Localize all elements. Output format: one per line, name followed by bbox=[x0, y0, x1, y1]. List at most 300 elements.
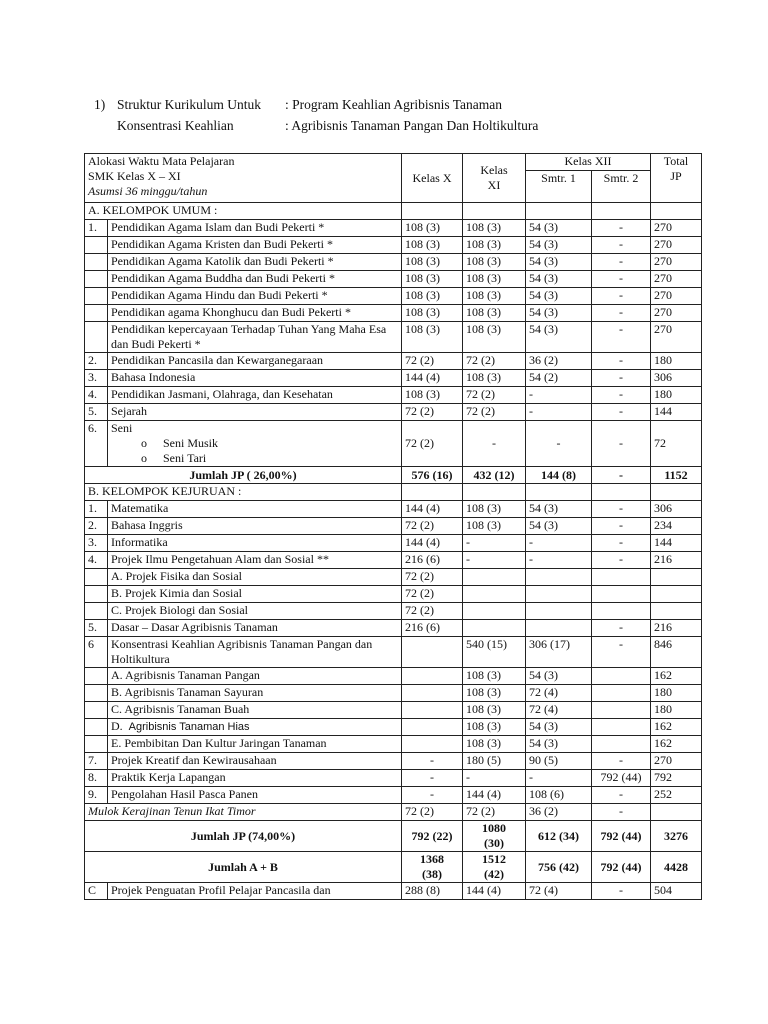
empty-cell bbox=[651, 586, 702, 603]
row-number bbox=[85, 254, 108, 271]
value-s2: 792 (44) bbox=[592, 770, 651, 787]
sub-prefix: D. bbox=[111, 719, 123, 733]
subject-name: Projek Penguatan Profil Pelajar Pancasila dan bbox=[108, 883, 402, 900]
header-smtr1: Smtr. 1 bbox=[526, 171, 592, 203]
value-s1: - bbox=[526, 535, 592, 552]
value-s1: 54 (3) bbox=[526, 668, 592, 685]
header-kelas-x: Kelas X bbox=[402, 154, 463, 203]
empty-cell bbox=[592, 484, 651, 501]
value-xi: 72 (2) bbox=[463, 387, 526, 404]
empty-cell bbox=[651, 569, 702, 586]
sub-row bbox=[85, 603, 702, 620]
sum-s1: 756 (42) bbox=[526, 852, 592, 883]
empty-cell bbox=[592, 203, 651, 220]
value-x: 108 (3) bbox=[402, 237, 463, 254]
subject-name: Pendidikan Agama Kristen dan Budi Pekerti * bbox=[108, 237, 402, 254]
value-xi: 108 (3) bbox=[463, 518, 526, 535]
header-smtr2: Smtr. 2 bbox=[592, 171, 651, 203]
row-number: 4. bbox=[85, 387, 108, 404]
sub-name: A. Agribisnis Tanaman Pangan bbox=[108, 668, 402, 685]
value-x: 108 (3) bbox=[402, 254, 463, 271]
empty-cell bbox=[651, 603, 702, 620]
heading-number: 1) bbox=[94, 97, 106, 112]
subject-name: Pendidikan Pancasila dan Kewarganegaraan bbox=[108, 353, 402, 370]
value-s1: 54 (3) bbox=[526, 719, 592, 736]
heading-label-1: Struktur Kurikulum Untuk bbox=[117, 97, 261, 112]
seni-label: Seni bbox=[111, 421, 133, 435]
value-total: 270 bbox=[651, 322, 702, 353]
sub-name: C. Agribisnis Tanaman Buah bbox=[108, 702, 402, 719]
empty-cell bbox=[402, 484, 463, 501]
sum-x bbox=[402, 852, 463, 883]
value-xi: 72 (2) bbox=[463, 804, 526, 821]
subject-row bbox=[85, 637, 702, 668]
value-xi: - bbox=[463, 552, 526, 569]
group-a-title bbox=[85, 203, 702, 220]
value-total: 504 bbox=[651, 883, 702, 900]
header-kelas-xi-2: XI bbox=[487, 178, 501, 192]
empty-cell bbox=[592, 586, 651, 603]
value-s1: 54 (3) bbox=[526, 518, 592, 535]
sum-x-1: 1368 bbox=[420, 852, 444, 866]
sub-row bbox=[85, 586, 702, 603]
sum-total: 4428 bbox=[651, 852, 702, 883]
subject-row bbox=[85, 620, 702, 637]
value-x: 144 (4) bbox=[402, 501, 463, 518]
value-total: 792 bbox=[651, 770, 702, 787]
row-number: 5. bbox=[85, 404, 108, 421]
header-alloc-1: Alokasi Waktu Mata Pelajaran bbox=[88, 154, 235, 168]
sum-label: Jumlah JP (74,00%) bbox=[85, 821, 402, 852]
empty-cell bbox=[592, 668, 651, 685]
group-b-title bbox=[85, 484, 702, 501]
value-xi: 108 (3) bbox=[463, 254, 526, 271]
empty-cell bbox=[463, 203, 526, 220]
subject-row bbox=[85, 518, 702, 535]
sum-row-b bbox=[85, 821, 702, 852]
sub-name bbox=[108, 719, 402, 736]
subject-row bbox=[85, 288, 702, 305]
subject-row bbox=[85, 305, 702, 322]
document-heading bbox=[94, 94, 538, 136]
empty-cell bbox=[526, 484, 592, 501]
sub-row bbox=[85, 736, 702, 753]
subject-row bbox=[85, 753, 702, 770]
sum-s2: - bbox=[592, 467, 651, 484]
value-total: 144 bbox=[651, 404, 702, 421]
subject-name: Pendidikan Jasmani, Olahraga, dan Kesehatan bbox=[108, 387, 402, 404]
empty-cell bbox=[463, 603, 526, 620]
sub-name: E. Pembibitan Dan Kultur Jaringan Tanaman bbox=[108, 736, 402, 753]
subject-name: Pendidikan Agama Katolik dan Budi Pekerti * bbox=[108, 254, 402, 271]
sum-xi bbox=[463, 852, 526, 883]
value-s1: - bbox=[526, 404, 592, 421]
sum-xi-1: 1080 bbox=[482, 821, 506, 835]
subject-row bbox=[85, 254, 702, 271]
empty-cell bbox=[651, 484, 702, 501]
value-s2: - bbox=[592, 501, 651, 518]
value-total: 306 bbox=[651, 370, 702, 387]
value-xi: 108 (3) bbox=[463, 702, 526, 719]
header-total-1: Total bbox=[663, 154, 689, 168]
value-total: 162 bbox=[651, 719, 702, 736]
subject-name: Pendidikan Agama Hindu dan Budi Pekerti * bbox=[108, 288, 402, 305]
row-number bbox=[85, 322, 108, 353]
value-s1: 72 (4) bbox=[526, 685, 592, 702]
subject-name: Dasar – Dasar Agribisnis Tanaman bbox=[108, 620, 402, 637]
header-total-2: JP bbox=[670, 169, 682, 183]
value-s2: - bbox=[592, 254, 651, 271]
header-alloc-2: SMK Kelas X – XI bbox=[88, 169, 181, 183]
empty-cell bbox=[463, 569, 526, 586]
value-x: 72 (2) bbox=[402, 603, 463, 620]
value-x: - bbox=[402, 753, 463, 770]
sub-row bbox=[85, 668, 702, 685]
subject-name: Projek Ilmu Pengetahuan Alam dan Sosial ** bbox=[108, 552, 402, 569]
value-x: 72 (2) bbox=[402, 518, 463, 535]
sum-s1: 612 (34) bbox=[526, 821, 592, 852]
subject-row bbox=[85, 770, 702, 787]
value-x: - bbox=[402, 770, 463, 787]
header-row-1 bbox=[85, 154, 702, 171]
value-total: 180 bbox=[651, 353, 702, 370]
value-xi: 540 (15) bbox=[463, 637, 526, 668]
value-x: 108 (3) bbox=[402, 305, 463, 322]
seni-musik: Seni Musik bbox=[163, 436, 219, 450]
row-number: 1. bbox=[85, 220, 108, 237]
subject-name: Informatika bbox=[108, 535, 402, 552]
header-alloc-3: Asumsi 36 minggu/tahun bbox=[88, 184, 208, 198]
value-total: 270 bbox=[651, 271, 702, 288]
row-number bbox=[85, 288, 108, 305]
value-xi: 108 (3) bbox=[463, 685, 526, 702]
row-number bbox=[85, 237, 108, 254]
value-x bbox=[402, 637, 463, 668]
value-s2: - bbox=[592, 620, 651, 637]
empty-cell bbox=[85, 685, 108, 702]
value-total: 270 bbox=[651, 254, 702, 271]
empty-cell bbox=[592, 736, 651, 753]
empty-cell bbox=[402, 668, 463, 685]
value-total: 270 bbox=[651, 753, 702, 770]
value-s1: 72 (4) bbox=[526, 702, 592, 719]
subject-row bbox=[85, 787, 702, 804]
value-s2: - bbox=[592, 804, 651, 821]
value-total: 270 bbox=[651, 288, 702, 305]
value-total: 162 bbox=[651, 736, 702, 753]
value-xi: 108 (3) bbox=[463, 719, 526, 736]
seni-tari: Seni Tari bbox=[163, 451, 207, 465]
value-total: 270 bbox=[651, 305, 702, 322]
subject-name: Konsentrasi Keahlian Agribisnis Tanaman Pangan dan Holtikultura bbox=[108, 637, 402, 668]
value-total: 216 bbox=[651, 552, 702, 569]
empty-cell bbox=[592, 569, 651, 586]
value-xi: 108 (3) bbox=[463, 237, 526, 254]
subject-row bbox=[85, 552, 702, 569]
value-s1: 72 (4) bbox=[526, 883, 592, 900]
subject-name: Pendidikan Agama Islam dan Budi Pekerti * bbox=[108, 220, 402, 237]
empty-cell bbox=[592, 702, 651, 719]
row-number bbox=[85, 305, 108, 322]
header-kelas-xi-1: Kelas bbox=[480, 163, 508, 177]
value-s1: 306 (17) bbox=[526, 637, 592, 668]
value-s1: 54 (2) bbox=[526, 370, 592, 387]
row-number: 7. bbox=[85, 753, 108, 770]
value-s2: - bbox=[592, 288, 651, 305]
subject-row bbox=[85, 220, 702, 237]
value-xi: - bbox=[463, 421, 526, 467]
value-s2: - bbox=[592, 637, 651, 668]
value-xi: 108 (3) bbox=[463, 288, 526, 305]
value-xi: 144 (4) bbox=[463, 787, 526, 804]
value-xi: - bbox=[463, 770, 526, 787]
sum-x: 792 (22) bbox=[402, 821, 463, 852]
sum-x: 576 (16) bbox=[402, 467, 463, 484]
empty-cell bbox=[402, 685, 463, 702]
value-total: 234 bbox=[651, 518, 702, 535]
sum-row-a bbox=[85, 467, 702, 484]
empty-cell bbox=[526, 586, 592, 603]
value-x: 72 (2) bbox=[402, 404, 463, 421]
empty-cell bbox=[402, 203, 463, 220]
value-s2: - bbox=[592, 271, 651, 288]
sum-total: 1152 bbox=[651, 467, 702, 484]
empty-cell bbox=[85, 668, 108, 685]
mulok-name: Mulok Kerajinan Tenun Ikat Timor bbox=[85, 804, 402, 821]
header-alloc-cell bbox=[85, 154, 402, 203]
empty-cell bbox=[85, 603, 108, 620]
value-s2: - bbox=[592, 387, 651, 404]
header-total bbox=[651, 154, 702, 203]
sum-xi-2: (30) bbox=[484, 836, 504, 850]
row-number: 5. bbox=[85, 620, 108, 637]
subject-name: Matematika bbox=[108, 501, 402, 518]
value-total: 846 bbox=[651, 637, 702, 668]
sub-name: B. Projek Kimia dan Sosial bbox=[108, 586, 402, 603]
value-s2: - bbox=[592, 552, 651, 569]
value-x: 144 (4) bbox=[402, 370, 463, 387]
sum-label: Jumlah JP ( 26,00%) bbox=[85, 467, 402, 484]
value-x: 72 (2) bbox=[402, 353, 463, 370]
subject-name: Bahasa Inggris bbox=[108, 518, 402, 535]
value-total bbox=[651, 804, 702, 821]
value-x: 72 (2) bbox=[402, 421, 463, 467]
subject-row-seni bbox=[85, 421, 702, 467]
value-s1 bbox=[526, 620, 592, 637]
value-xi: 108 (3) bbox=[463, 736, 526, 753]
value-x: 72 (2) bbox=[402, 569, 463, 586]
value-xi: 108 (3) bbox=[463, 668, 526, 685]
sum-s2: 792 (44) bbox=[592, 821, 651, 852]
subject-row bbox=[85, 370, 702, 387]
empty-cell bbox=[85, 702, 108, 719]
sub-row bbox=[85, 569, 702, 586]
value-total: 144 bbox=[651, 535, 702, 552]
curriculum-table bbox=[84, 153, 702, 900]
header-kelas-xii: Kelas XII bbox=[526, 154, 651, 171]
row-number: 2. bbox=[85, 353, 108, 370]
value-s2: - bbox=[592, 883, 651, 900]
value-xi bbox=[463, 620, 526, 637]
sum-x-2: (38) bbox=[422, 867, 442, 881]
value-s2: - bbox=[592, 322, 651, 353]
row-number bbox=[85, 271, 108, 288]
value-s1: 90 (5) bbox=[526, 753, 592, 770]
row-number: 2. bbox=[85, 518, 108, 535]
value-s1: 36 (2) bbox=[526, 353, 592, 370]
value-x: 108 (3) bbox=[402, 220, 463, 237]
value-xi: 72 (2) bbox=[463, 404, 526, 421]
subject-name: Pendidikan kepercayaan Terhadap Tuhan Yang Maha Esa dan Budi Pekerti * bbox=[108, 322, 402, 353]
sub-name: A. Projek Fisika dan Sosial bbox=[108, 569, 402, 586]
heading-label-2: Konsentrasi Keahlian bbox=[117, 118, 234, 133]
subject-name: Praktik Kerja Lapangan bbox=[108, 770, 402, 787]
value-xi: - bbox=[463, 535, 526, 552]
value-x: 108 (3) bbox=[402, 387, 463, 404]
value-s2: - bbox=[592, 353, 651, 370]
value-s1: 54 (3) bbox=[526, 322, 592, 353]
value-x: 288 (8) bbox=[402, 883, 463, 900]
value-x: 108 (3) bbox=[402, 288, 463, 305]
value-s2: - bbox=[592, 421, 651, 467]
empty-cell bbox=[526, 569, 592, 586]
value-total: 270 bbox=[651, 220, 702, 237]
subject-row bbox=[85, 237, 702, 254]
subject-name: Projek Kreatif dan Kewirausahaan bbox=[108, 753, 402, 770]
seni-item-1 bbox=[111, 436, 398, 451]
subject-name: Bahasa Indonesia bbox=[108, 370, 402, 387]
group-a-title-label: A. KELOMPOK UMUM : bbox=[85, 203, 402, 220]
empty-cell bbox=[85, 736, 108, 753]
value-s2: - bbox=[592, 305, 651, 322]
value-x: 72 (2) bbox=[402, 586, 463, 603]
subject-row bbox=[85, 322, 702, 353]
empty-cell bbox=[651, 203, 702, 220]
value-total: 72 bbox=[651, 421, 702, 467]
sum-label: Jumlah A + B bbox=[85, 852, 402, 883]
value-xi: 72 (2) bbox=[463, 353, 526, 370]
value-xi: 108 (3) bbox=[463, 305, 526, 322]
subject-name: Pengolahan Hasil Pasca Panen bbox=[108, 787, 402, 804]
subject-row bbox=[85, 353, 702, 370]
sum-xi: 432 (12) bbox=[463, 467, 526, 484]
value-xi: 108 (3) bbox=[463, 322, 526, 353]
value-s1: 54 (3) bbox=[526, 501, 592, 518]
value-x: 108 (3) bbox=[402, 322, 463, 353]
row-number: 8. bbox=[85, 770, 108, 787]
empty-cell bbox=[402, 702, 463, 719]
value-xi: 108 (3) bbox=[463, 370, 526, 387]
value-xi: 108 (3) bbox=[463, 271, 526, 288]
value-total: 180 bbox=[651, 702, 702, 719]
sum-xi-1: 1512 bbox=[482, 852, 506, 866]
mulok-row bbox=[85, 804, 702, 821]
value-s2: - bbox=[592, 518, 651, 535]
value-s1: 54 (3) bbox=[526, 271, 592, 288]
value-s2: - bbox=[592, 535, 651, 552]
empty-cell bbox=[85, 719, 108, 736]
row-number: 6. bbox=[85, 421, 108, 467]
bullet-icon: o bbox=[141, 436, 147, 450]
header-kelas-xi bbox=[463, 154, 526, 203]
sub-row bbox=[85, 685, 702, 702]
row-number: 9. bbox=[85, 787, 108, 804]
value-s1: - bbox=[526, 770, 592, 787]
subject-name: Sejarah bbox=[108, 404, 402, 421]
empty-cell bbox=[592, 719, 651, 736]
value-x: 72 (2) bbox=[402, 804, 463, 821]
sum-xi bbox=[463, 821, 526, 852]
value-total: 216 bbox=[651, 620, 702, 637]
value-s1: 54 (3) bbox=[526, 305, 592, 322]
empty-cell bbox=[463, 586, 526, 603]
value-xi: 108 (3) bbox=[463, 220, 526, 237]
subject-name-seni bbox=[108, 421, 402, 467]
value-xi: 144 (4) bbox=[463, 883, 526, 900]
sub-label: Agribisnis Tanaman Hias bbox=[128, 721, 250, 733]
sum-total: 3276 bbox=[651, 821, 702, 852]
sum-s1: 144 (8) bbox=[526, 467, 592, 484]
value-total: 270 bbox=[651, 237, 702, 254]
subject-row bbox=[85, 387, 702, 404]
value-total: 252 bbox=[651, 787, 702, 804]
value-s2: - bbox=[592, 753, 651, 770]
value-s1: - bbox=[526, 421, 592, 467]
empty-cell bbox=[592, 685, 651, 702]
subject-name: Pendidikan Agama Buddha dan Budi Pekerti * bbox=[108, 271, 402, 288]
row-number: 4. bbox=[85, 552, 108, 569]
sum-s2: 792 (44) bbox=[592, 852, 651, 883]
heading-value-1: : Program Keahlian Agribisnis Tanaman bbox=[285, 97, 503, 112]
sub-row bbox=[85, 702, 702, 719]
row-number: C bbox=[85, 883, 108, 900]
empty-cell bbox=[526, 203, 592, 220]
empty-cell bbox=[592, 603, 651, 620]
value-s2: - bbox=[592, 220, 651, 237]
value-x: 216 (6) bbox=[402, 552, 463, 569]
sum-row-ab bbox=[85, 852, 702, 883]
value-s1: 54 (3) bbox=[526, 254, 592, 271]
value-total: 162 bbox=[651, 668, 702, 685]
value-x: 108 (3) bbox=[402, 271, 463, 288]
empty-cell bbox=[85, 569, 108, 586]
empty-cell bbox=[85, 586, 108, 603]
sub-name: C. Projek Biologi dan Sosial bbox=[108, 603, 402, 620]
bullet-icon: o bbox=[141, 451, 147, 465]
row-number: 6 bbox=[85, 637, 108, 668]
empty-cell bbox=[526, 603, 592, 620]
value-x: 216 (6) bbox=[402, 620, 463, 637]
value-x: - bbox=[402, 787, 463, 804]
seni-item-2 bbox=[111, 451, 398, 466]
row-number: 3. bbox=[85, 370, 108, 387]
value-s1: 54 (3) bbox=[526, 237, 592, 254]
value-s2: - bbox=[592, 787, 651, 804]
value-s1: 54 (3) bbox=[526, 736, 592, 753]
value-xi: 180 (5) bbox=[463, 753, 526, 770]
empty-cell bbox=[402, 719, 463, 736]
row-number: 1. bbox=[85, 501, 108, 518]
value-s2: - bbox=[592, 237, 651, 254]
value-total: 180 bbox=[651, 685, 702, 702]
group-c-row bbox=[85, 883, 702, 900]
group-b-title-label: B. KELOMPOK KEJURUAN : bbox=[85, 484, 402, 501]
value-s2: - bbox=[592, 370, 651, 387]
value-s1: - bbox=[526, 552, 592, 569]
value-total: 306 bbox=[651, 501, 702, 518]
subject-row bbox=[85, 535, 702, 552]
value-s1: 108 (6) bbox=[526, 787, 592, 804]
